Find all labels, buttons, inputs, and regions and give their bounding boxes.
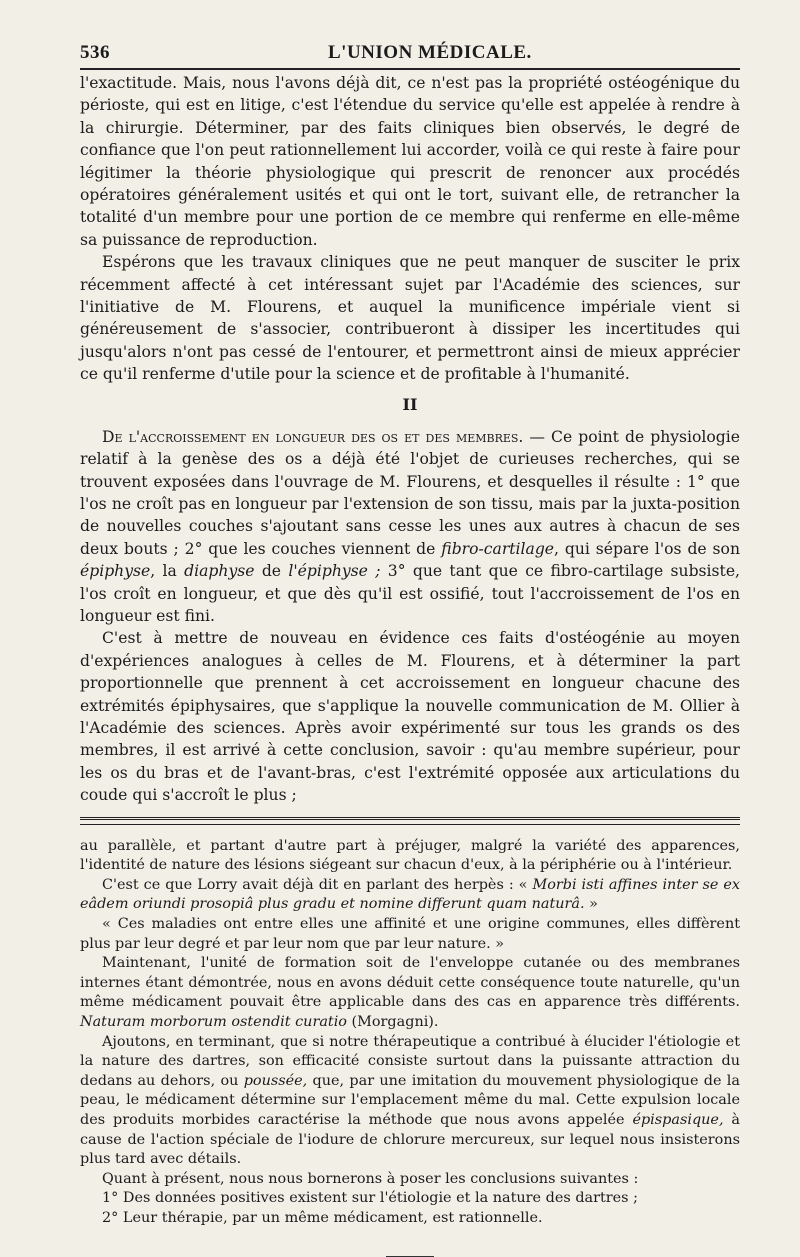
- paragraph-clinical-work: Espérons que les travaux cliniques que ne peut manquer de susciter le prix récemment affecté à cet intéressant sujet par l'Académie des sciences, sur l'initiative de M. Flourens, et auquel la munificence impériale vient si généreusement de s'associer, contribueront à dissiper les incertitudes qui jusqu'alors n'ont pas cessé de l'entourer, et permettront ainsi de mieux apprécier ce qu'il renferme d'utile pour la science et de profitable à l'humanité.: [80, 253, 740, 384]
- paragraph-parallel: au parallèle, et partant d'autre part à préjuger, malgré la variété des apparences, l'identité de nature des lésions siégeant sur chacun d'eux, à la périphérie ou à l'intérieur.: [80, 837, 740, 874]
- page-number: 536: [80, 42, 110, 63]
- main-article: [80, 72, 740, 807]
- paragraph-conclusions-intro: Quant à présent, nous nous bornerons à poser les conclusions suivantes :: [102, 1170, 639, 1187]
- section-number: II: [402, 394, 418, 414]
- running-title: L'UNION MÉDICALE.: [328, 42, 532, 63]
- paragraph-ollier: C'est à mettre de nouveau en évidence ces faits d'ostéogénie au moyen d'expériences analogues à celles de M. Flourens, et à déterminer la part proportionnelle que prennent à cet accroissement en longueur chacune des extrémités épiphysaires, que s'applique la nouvelle communication de M. Ollier à l'Académie des sciences. Après avoir expérimenté sur tous les grands os des membres, il est arrivé à cette conclusion, savoir : qu'au membre supérieur, pour les os du bras et de l'avant-bras, c'est l'extrémité opposée aux articulations du coude qui s'accroît le plus ;: [80, 629, 740, 805]
- document-page: [80, 36, 740, 1257]
- conclusions-list: [80, 1189, 740, 1228]
- paragraph-bone-growth: De l'accroissement en longueur des os et des membres. — Ce point de physiologie relatif à la genèse des os a déjà été l'objet de curieuses recherches, qui se trouvent exposées dans l'ouvrage de M. Flourens, et desquelles il résulte : 1° que l'os ne croît pas en longueur par l'extension de son tissu, mais par la juxta-position de nouvelles couches s'ajoutant sans cesse les unes aux autres à chacun de ses deux bouts ; 2° que les couches viennent de fibro-cartilage, qui sépare l'os de son épiphyse, la diaphyse de l'épiphyse ; 3° que tant que ce fibro-cartilage subsiste, l'os croît en longueur, et que dès qu'il est ossifié, tout l'accroissement de l'os en longueur est fini.: [80, 427, 741, 625]
- paragraph-periosteum: l'exactitude. Mais, nous l'avons déjà dit, ce n'est pas la propriété ostéogénique du périoste, qui est en litige, c'est l'étendue du service qu'elle est appelée à rendre à la chirurgie. Déterminer, par des faits cliniques bien observés, le degré de confiance que l'on peut rationnellement lui accorder, voilà ce qui reste à faire pour légitimer la théorie physiologique qui prescrit de renoncer aux procédés opératoires généralement usités et qui ont le tort, suivant elle, de retrancher la totalité d'un membre pour une portion de ce membre qui renferme en elle-même sa puissance de reproduction.: [80, 74, 740, 249]
- page-header: [80, 36, 740, 66]
- paragraph-therapeutics: Ajoutons, en terminant, que si notre thérapeutique a contribué à élucider l'étiologie et la nature des dartres, son efficacité consiste surtout dans la puissante attraction du dedans au dehors, ou poussée, que, par une imitation du mouvement physiologique de la peau, le médicament détermine sur l'emplacement même du mal. Cette expulsion locale des produits morbides caractérise la méthode que nous avons appelée épispasique, à cause de l'action spéciale de l'iodure de chlorure mercureux, sur lequel nous insisterons plus tard avec détails.: [80, 1033, 740, 1168]
- section-heading: De l'accroissement en longueur des os et des membres.: [102, 427, 524, 446]
- feuilleton-section: [80, 837, 740, 1257]
- paragraph-unity: Maintenant, l'unité de formation soit de l'enveloppe cutanée ou des membranes internes étant démontrée, nous en avons déduit cette conséquence toute naturelle, qu'un même médicament pouvait être applicable dans des cas en apparence très différents. Naturam morborum ostendit curatio (Morgagni).: [80, 955, 740, 1030]
- column-separator-rule: [80, 817, 740, 825]
- paragraph-translation: « Ces maladies ont entre elles une affinité et une origine communes, elles diffèrent plus par leur degré et par leur nom que par leur nature. »: [80, 915, 740, 952]
- paragraph-lorry: C'est ce que Lorry avait déjà dit en parlant des herpès : « Morbi isti affines inter se ex eâdem oriundi prosopiâ plus gradu et nomine differunt quam naturâ. »: [80, 876, 741, 913]
- list-item: 1° Des données positives existent sur l'étiologie et la nature des dartres ;: [102, 1190, 638, 1207]
- list-item: 2° Leur thérapie, par un même médicament, est rationnelle.: [102, 1209, 543, 1226]
- header-rule: [80, 68, 740, 70]
